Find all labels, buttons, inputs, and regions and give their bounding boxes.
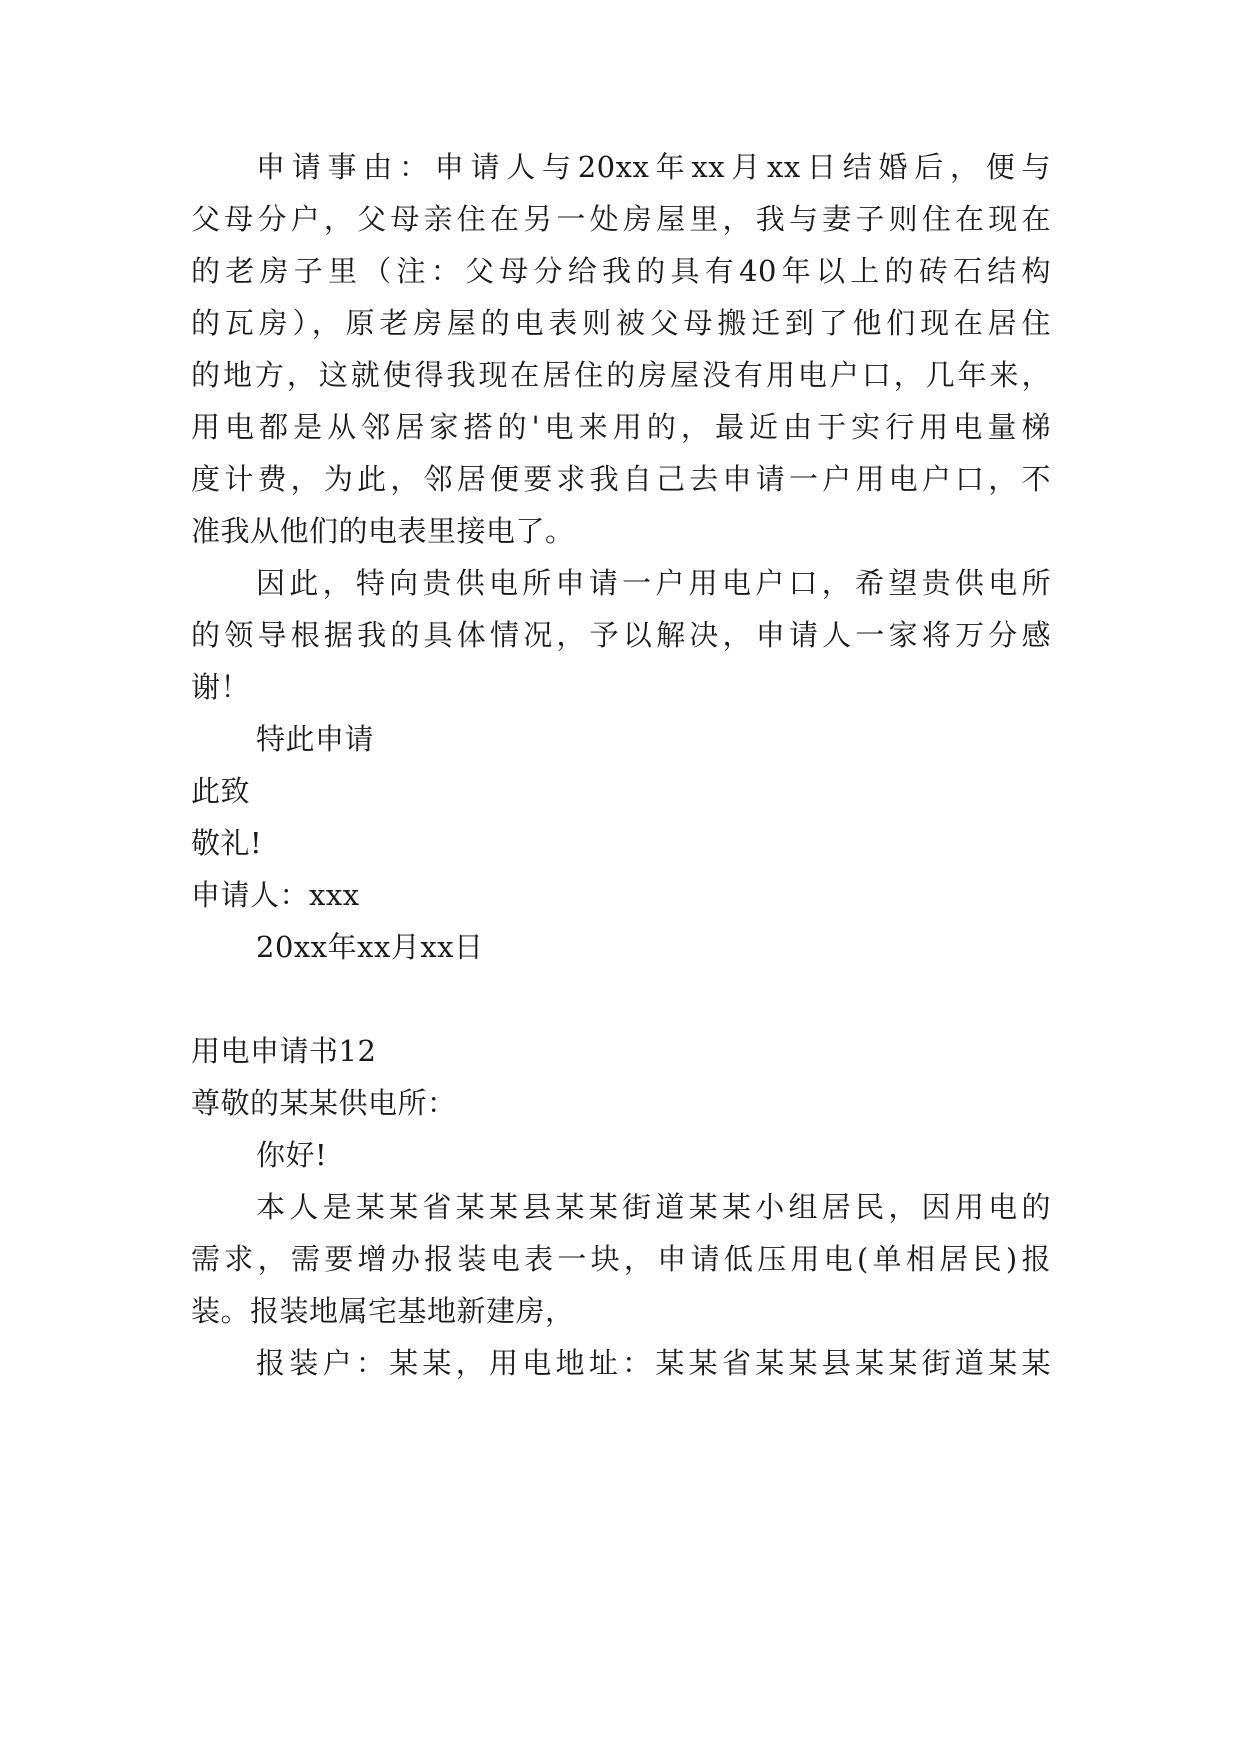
addressee: 尊敬的某某供电所： xyxy=(191,1086,457,1120)
body-line-3: 装。报装地属宅基地新建房， xyxy=(191,1294,575,1328)
reason-line-7: 度计费，为此，邻居便要求我自己去申请一户用电户口，不 xyxy=(191,462,1051,496)
body-line-4: 报装户：某某，用电地址：某某省某某县某某街道某某 xyxy=(256,1346,1051,1380)
body-line-2: 需求，需要增办报装电表一块，申请低压用电(单相居民)报 xyxy=(191,1242,1051,1276)
reason-line-4: 的瓦房），原老房屋的电表则被父母搬迁到了他们现在居住 xyxy=(191,306,1051,340)
request-line-1: 因此，特向贵供电所申请一户用电户口，希望贵供电所 xyxy=(256,566,1051,600)
reason-line-3: 的老房子里（注：父母分给我的具有40年以上的砖石结构 xyxy=(191,254,1051,288)
closing-2: 敬礼! xyxy=(191,826,263,860)
applicant-signature: 申请人：xxx xyxy=(191,878,360,912)
reason-line-1: 申请事由：申请人与20xx年xx月xx日结婚后，便与 xyxy=(256,150,1051,184)
greeting: 你好! xyxy=(256,1138,328,1172)
request-line-2: 的领导根据我的具体情况，予以解决，申请人一家将万分感 xyxy=(191,618,1051,652)
application-date: 20xx年xx月xx日 xyxy=(256,930,484,964)
body-line-1: 本人是某某省某某县某某街道某某小组居民，因用电的 xyxy=(256,1190,1051,1224)
special-request: 特此申请 xyxy=(256,722,375,756)
request-line-3: 谢！ xyxy=(191,670,251,704)
reason-line-2: 父母分户，父母亲住在另一处房屋里，我与妻子则住在现在 xyxy=(191,202,1051,236)
reason-line-6: 用电都是从邻居家搭的'电来用的，最近由于实行用电量梯 xyxy=(191,410,1051,444)
closing-1: 此致 xyxy=(191,774,251,808)
section-title: 用电申请书12 xyxy=(191,1034,377,1068)
reason-line-8: 准我从他们的电表里接电了。 xyxy=(191,514,575,548)
reason-line-5: 的地方，这就使得我现在居住的房屋没有用电户口，几年来， xyxy=(191,358,1051,392)
